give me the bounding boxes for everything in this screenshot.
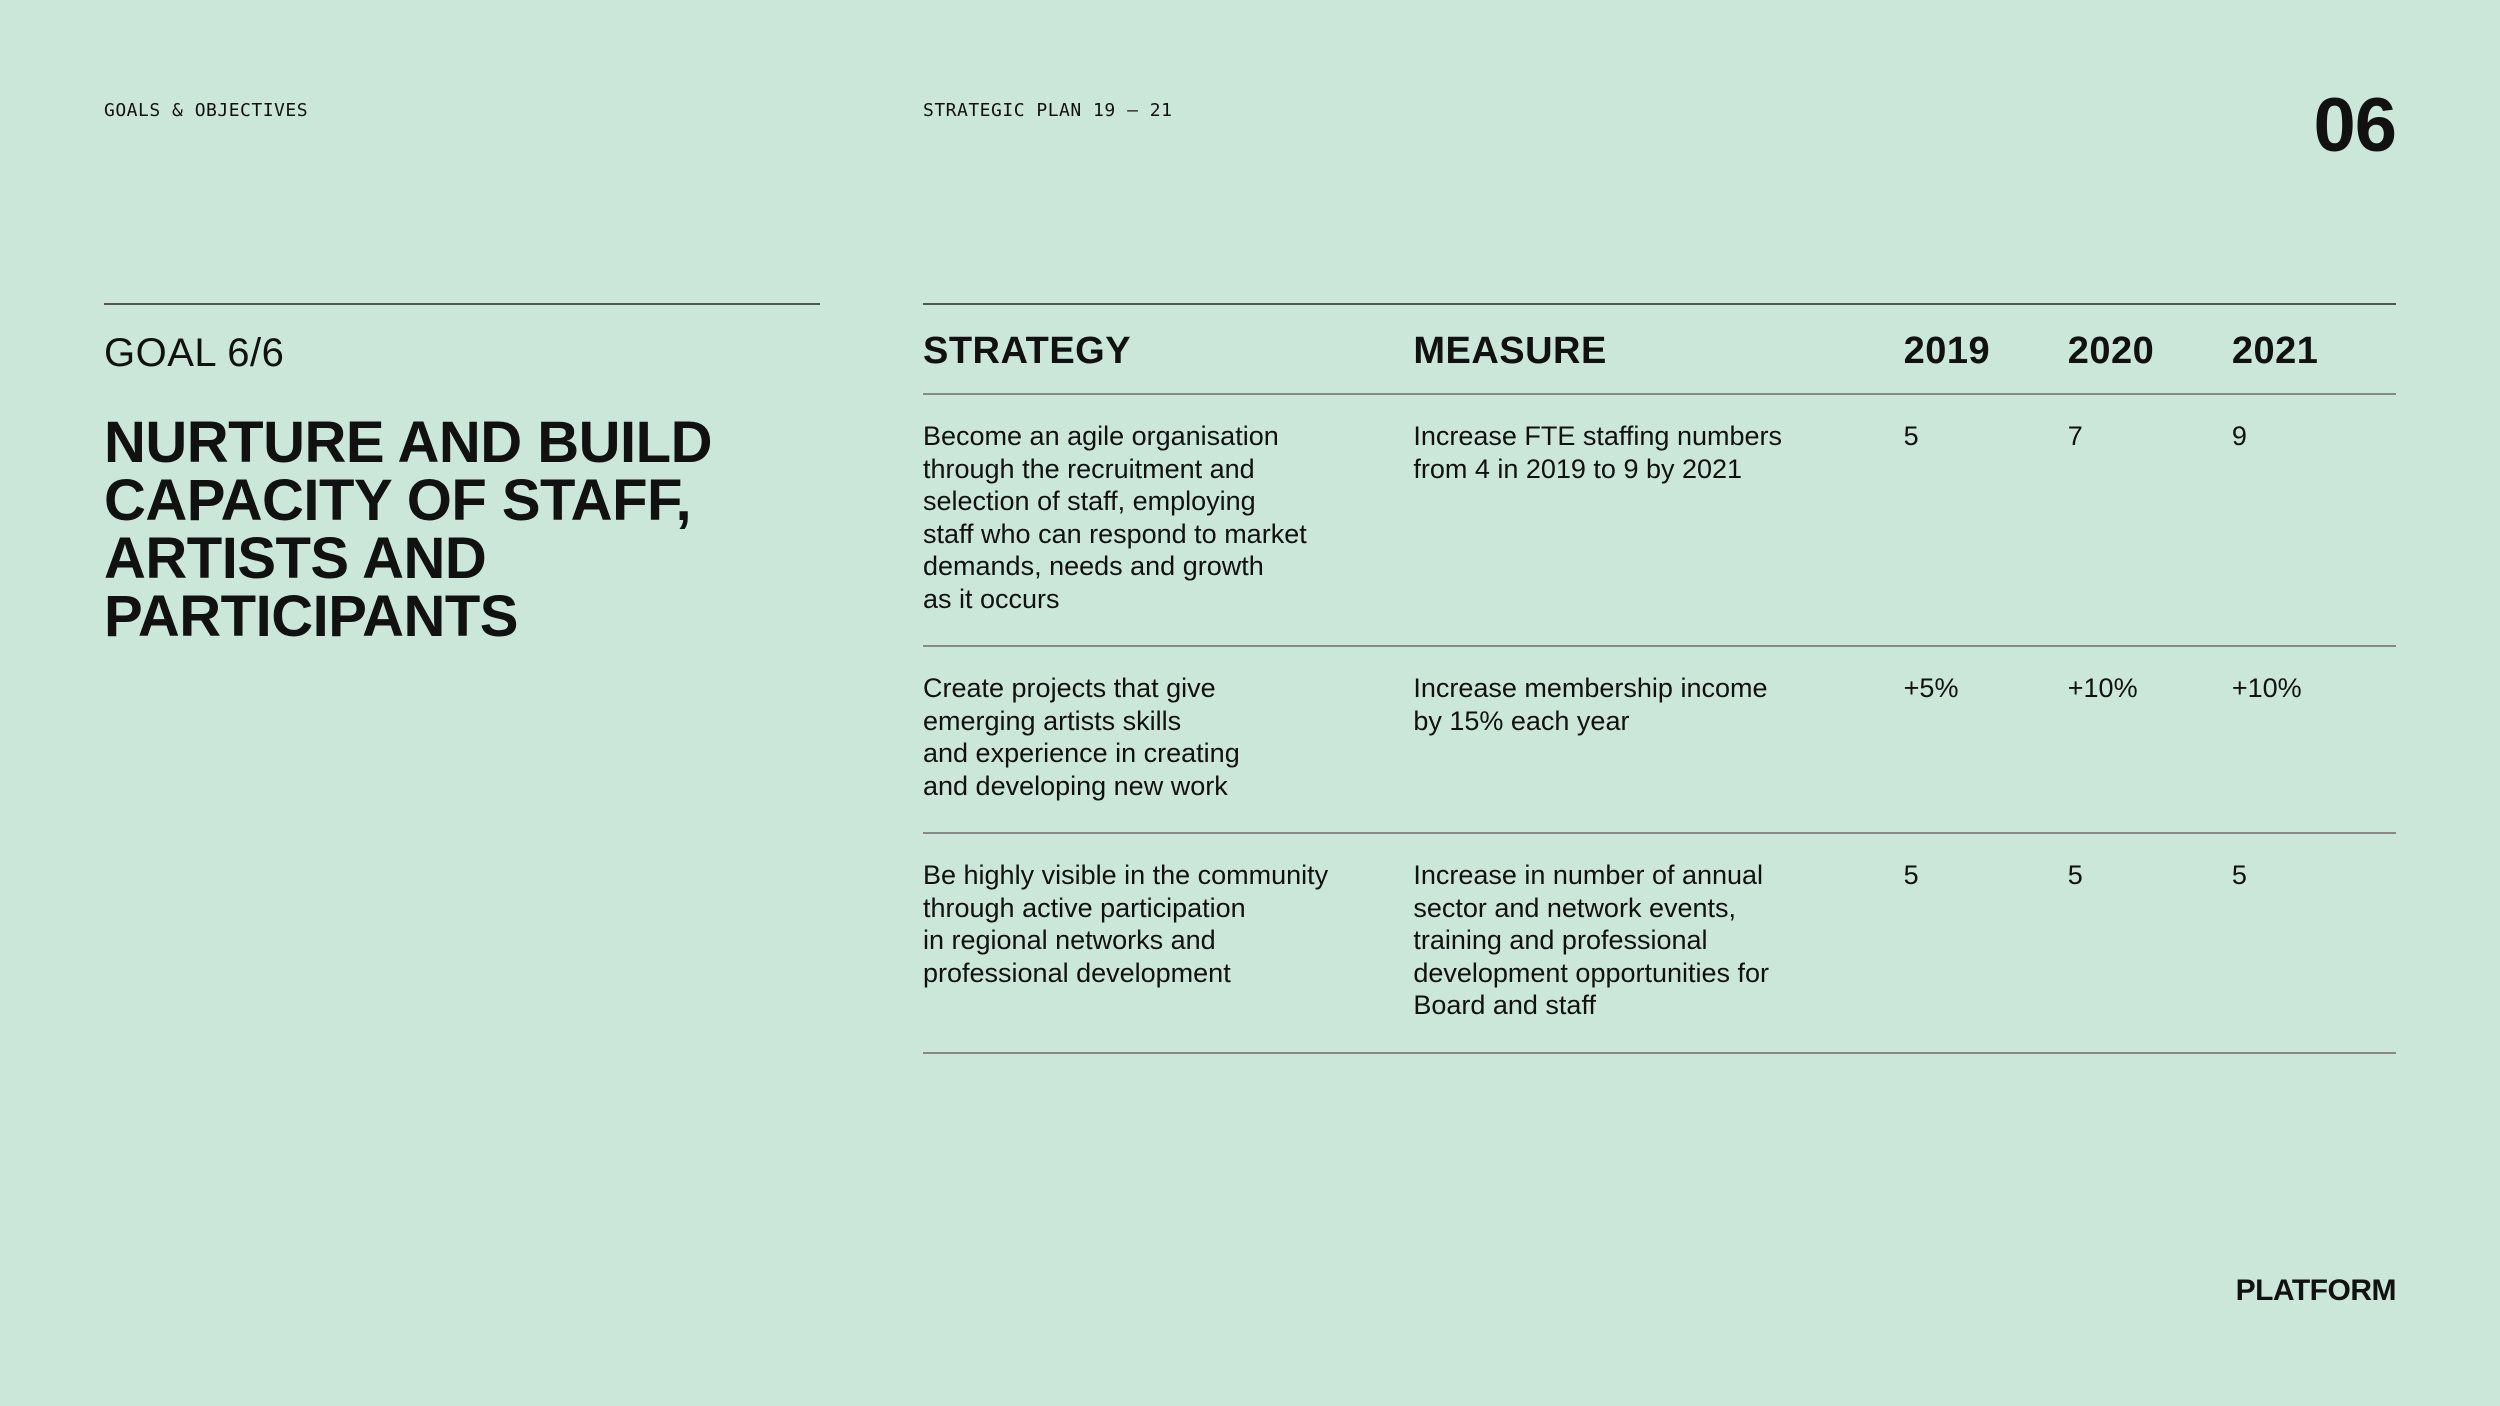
divider bbox=[104, 303, 820, 305]
cell-2020: 7 bbox=[2067, 421, 2083, 451]
goal-panel bbox=[104, 303, 820, 649]
platform-logo: PLATFORM bbox=[2235, 1274, 2396, 1307]
cell-2019: 5 bbox=[1903, 421, 1919, 451]
table-header-row bbox=[923, 304, 2396, 394]
cell-measure: Increase membership income by 15% each year bbox=[1413, 673, 1768, 736]
header-strategy: STRATEGY bbox=[923, 330, 1132, 372]
cell-measure: Increase FTE staffing numbers from 4 in 2019 to 9 by 2021 bbox=[1413, 421, 1782, 484]
strategy-table bbox=[923, 303, 2396, 1054]
table-row bbox=[923, 394, 2396, 646]
header-2020: 2020 bbox=[2067, 330, 2155, 372]
cell-strategy: Be highly visible in the community through active participation in regional networks and professional development bbox=[923, 860, 1329, 988]
header-measure: MEASURE bbox=[1413, 330, 1607, 372]
cell-2021: 9 bbox=[2231, 421, 2247, 451]
cell-2019: 5 bbox=[1903, 860, 1919, 890]
table-row bbox=[923, 646, 2396, 833]
cell-2021: +10% bbox=[2231, 673, 2302, 703]
cell-strategy: Create projects that give emerging artists skills and experience in creating and developing new work bbox=[923, 673, 1240, 801]
table-row bbox=[923, 833, 2396, 1053]
cell-2021: 5 bbox=[2231, 860, 2247, 890]
cell-2020: 5 bbox=[2067, 860, 2083, 890]
header-2019: 2019 bbox=[1903, 330, 1991, 372]
document-title: STRATEGIC PLAN 19 – 21 bbox=[923, 100, 1173, 121]
cell-strategy: Become an agile organisation through the recruitment and selection of staff, employing staff who can respond to market demands, needs and growth as it occurs bbox=[923, 421, 1307, 614]
section-label: GOALS & OBJECTIVES bbox=[104, 100, 309, 121]
goal-title: NURTURE AND BUILD CAPACITY OF STAFF, ARTISTS AND PARTICIPANTS bbox=[104, 410, 712, 649]
page-number: 06 bbox=[2313, 83, 2396, 168]
cell-2020: +10% bbox=[2067, 673, 2138, 703]
cell-measure: Increase in number of annual sector and network events, training and professional development opportunities for Board and staff bbox=[1413, 860, 1770, 1020]
cell-2019: +5% bbox=[1903, 673, 1959, 703]
header-2021: 2021 bbox=[2231, 330, 2319, 372]
goal-label: GOAL 6/6 bbox=[104, 331, 285, 375]
